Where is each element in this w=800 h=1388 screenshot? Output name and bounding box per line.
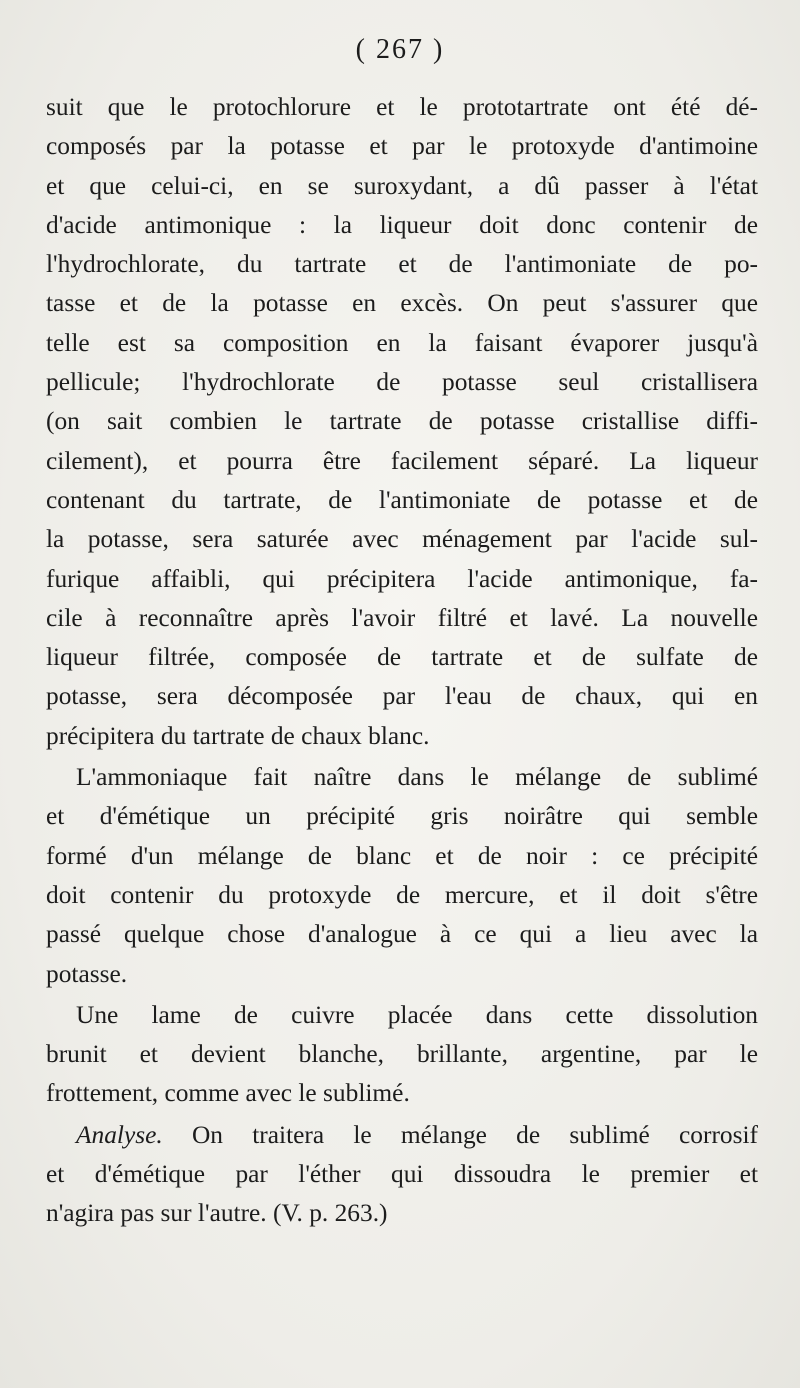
text-line: la potasse, sera saturée avec ménagement par l'acide sul- — [46, 525, 758, 554]
text-line: l'hydrochlorate, du tartrate et de l'antimoniate de po- — [46, 250, 758, 279]
italic-lead: Analyse. — [76, 1120, 163, 1149]
text-line: frottement, comme avec le sublimé. — [46, 1079, 410, 1108]
text-line: et d'émétique un précipité gris noirâtre qui semble — [46, 802, 758, 831]
text-line: telle est sa composition en la faisant évaporer jusqu'à — [46, 328, 758, 357]
page-number-header: ( 267 ) — [355, 34, 445, 65]
text-line: pellicule; l'hydrochlorate de potasse seul cristallisera — [46, 368, 758, 397]
body-text — [46, 88, 758, 1234]
text-line: potasse, sera décomposée par l'eau de chaux, qui en — [46, 682, 758, 711]
text-line: passé quelque chose d'analogue à ce qui a lieu avec la — [46, 920, 758, 949]
text-line: potasse. — [46, 959, 128, 988]
text-line: formé d'un mélange de blanc et de noir : ce précipité — [46, 841, 758, 870]
text-line: et que celui-ci, en se suroxydant, a dû passer à l'état — [46, 171, 758, 200]
text-line: cilement), et pourra être facilement séparé. La liqueur — [46, 446, 758, 475]
text-line: tasse et de la potasse en excès. On peut s'assurer que — [46, 289, 758, 318]
paragraph-4 — [46, 1116, 758, 1234]
text-line: (on sait combien le tartrate de potasse cristallise diffi- — [46, 407, 758, 436]
text-line: furique affaibli, qui précipitera l'acide antimonique, fa- — [46, 564, 758, 593]
text-line: brunit et devient blanche, brillante, argentine, par le — [46, 1040, 758, 1069]
text-line: et d'émétique par l'éther qui dissoudra le premier et — [46, 1160, 758, 1189]
text-line: suit que le protochlorure et le prototartrate ont été dé- — [46, 93, 758, 121]
text-fragment: On traitera le mélange de sublimé corrosif — [162, 1120, 758, 1149]
text-line: n'agira pas sur l'autre. (V. p. 263.) — [46, 1199, 388, 1228]
text-line: composés par la potasse et par le protoxyde d'antimoine — [46, 132, 758, 161]
paragraph-2 — [46, 758, 758, 994]
text-line: Une lame de cuivre placée dans cette dissolution — [76, 1000, 758, 1029]
text-line: contenant du tartrate, de l'antimoniate de potasse et de — [46, 485, 758, 514]
text-line-with-italic-lead — [46, 1116, 758, 1155]
text-line: doit contenir du protoxyde de mercure, et il doit s'être — [46, 880, 758, 909]
paragraph-3 — [46, 996, 758, 1114]
text-line: cile à reconnaître après l'avoir filtré et lavé. La nouvelle — [46, 603, 758, 632]
text-line: d'acide antimonique : la liqueur doit donc contenir de — [46, 210, 758, 239]
text-line: précipitera du tartrate de chaux blanc. — [46, 721, 430, 750]
paragraph-1 — [46, 88, 758, 756]
text-line: L'ammoniaque fait naître dans le mélange de sublimé — [76, 763, 758, 792]
text-line: liqueur filtrée, composée de tartrate et de sulfate de — [46, 643, 758, 672]
